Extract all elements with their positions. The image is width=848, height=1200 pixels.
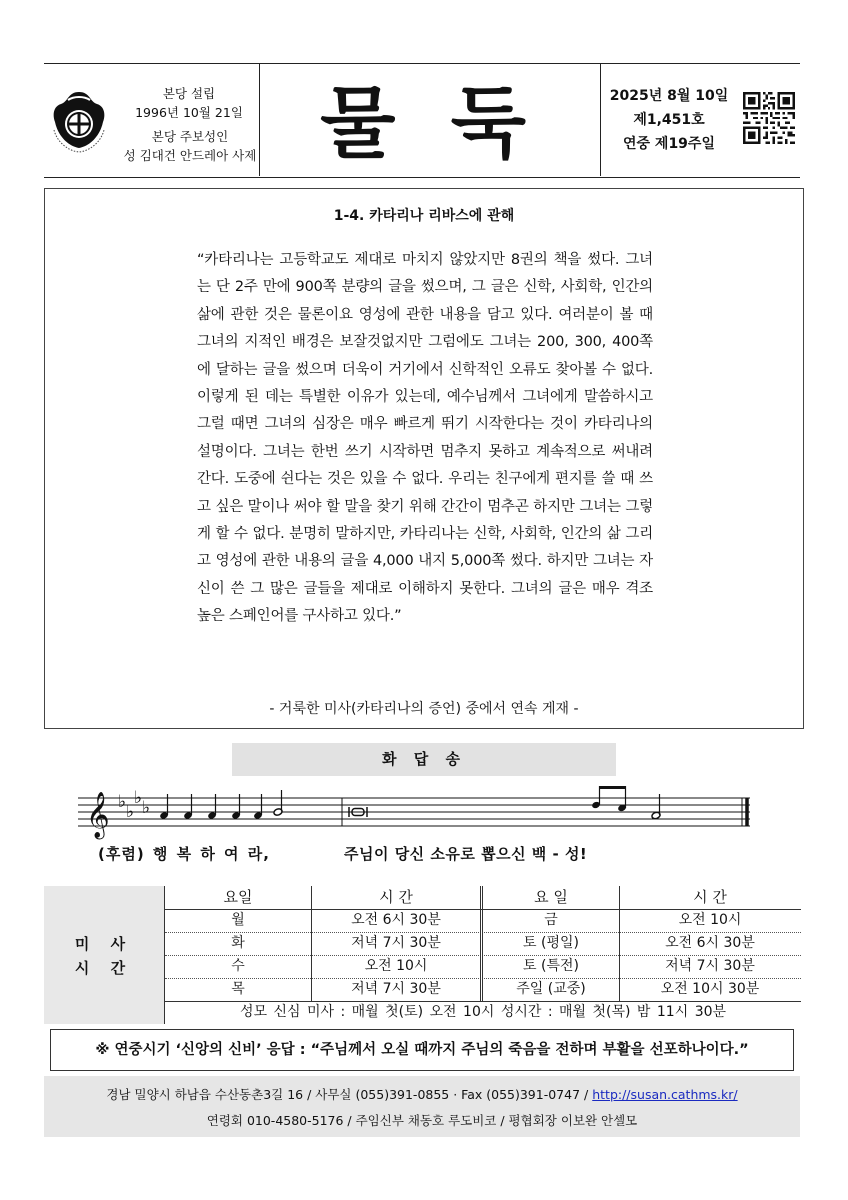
table-row (165, 978, 801, 1001)
svg-text:♭: ♭ (118, 792, 127, 812)
header-day-2: 요 일 (534, 888, 568, 906)
day-cell: 토 (특전) (523, 958, 579, 974)
time-cell: 저녁 7시 30분 (351, 935, 441, 951)
masthead (44, 63, 800, 178)
special-mass-note: 성모 신심 미사 : 매월 첫(토) 오전 10시 성시간 : 매월 첫(목) 밤 11시 30분 (239, 1004, 727, 1020)
mass-label-line1: 미 사 (74, 935, 134, 953)
founding-date: 1996년 10월 21일 (135, 105, 243, 120)
column-divider (311, 886, 312, 1001)
column-divider-double (480, 886, 483, 1001)
header-day: 요일 (223, 888, 253, 906)
table-divider-dotted (165, 932, 801, 933)
svg-text:♭: ♭ (142, 798, 151, 818)
time-cell: 오전 10시 (678, 912, 742, 928)
table-divider-dotted (165, 978, 801, 979)
issue-info (600, 64, 800, 176)
svg-text:♭: ♭ (126, 802, 135, 822)
hymn-title: 화 답 송 (232, 743, 616, 776)
article-body: “카타리나는 고등학교도 제대로 마치지 않았지만 8권의 책을 썼다. 그녀는 단 2주 만에 900쪽 분량의 글을 썼으며, 그 글은 신학, 사회학, 인간의 삶에 관한 것은 물론이요 영성에 관한 내용을 담고 있다. 여러분이 볼 때 그녀의 지적인 배경은 보잘것없지만 그럼에도 그녀는 200, 300, 400쪽에 달하는 글을 썼으며 더욱이 거기에서 신학적인 오류도 찾아볼 수 없다. 이렇게 된 데는 특별한 이유가 있는데, 예수님께서 그녀에게 말씀하시고 그럴 때면 그녀의 심장은 매우 빠르게 뛰기 시작한다는 것이 카타리나의 설명이다. 그녀는 한번 쓰기 시작하면 멈추지 못하고 계속적으로 써내려 간다. 도중에 쉰다는 것은 있을 수 없다. 우리는 친구에게 편지를 쓸 때 쓰고 싶은 말이나 써야 할 말을 찾기 위해 간간이 멈추곤 하지만 그녀는 그렇게 할 수 없다. 분명히 말하지만, 카타리나는 신학, 사회학, 인간의 삶 그리고 영성에 관한 내용의 글을 4,000 내지 5,000쪽 썼다. 하지만 그녀는 자신이 쓴 그 많은 글들을 제대로 이해하지 못한다. 그녀의 글은 매우 격조 높은 스페인어를 구사하고 있다.” (197, 252, 653, 625)
day-cell: 목 (231, 981, 245, 997)
header-time-2: 시 간 (693, 888, 727, 906)
lyric-rest: 주님이 당신 소유로 뽑으신 백 - 성! (344, 845, 588, 863)
qr-code-icon[interactable] (743, 92, 795, 144)
patron-label: 본당 주보성인 (151, 129, 229, 144)
header-time: 시 간 (379, 888, 413, 906)
bulletin-title-text: 물 둑 (320, 78, 540, 169)
patron-name: 성 김대건 안드레아 사제 (123, 148, 257, 163)
day-cell: 토 (평일) (523, 935, 579, 951)
table-row (165, 909, 801, 932)
table-header-row (165, 886, 801, 909)
svg-text:♭: ♭ (134, 788, 143, 808)
bulletin-title-area (260, 64, 600, 176)
music-staff (78, 788, 758, 840)
parish-cross-emblem-icon (48, 86, 110, 154)
time-cell: 오전 6시 30분 (665, 935, 755, 951)
parish-info (44, 64, 260, 176)
time-cell: 저녁 7시 30분 (351, 981, 441, 997)
staff-lines (78, 798, 750, 826)
table-row (165, 932, 801, 955)
issue-date: 2025년 8월 10일 (609, 88, 729, 104)
mass-times-label (44, 932, 164, 980)
time-cell: 오전 10시 30분 (660, 981, 760, 997)
table-row (165, 955, 801, 978)
footer (44, 1076, 800, 1137)
treble-clef-icon: 𝄞 (86, 792, 110, 838)
footer-address-line (44, 1085, 800, 1103)
day-cell: 수 (231, 958, 245, 974)
footer-contacts: 연령회 010-4580-5176 / 주임신부 채동호 루도비코 / 평협회장 이보완 안셀모 (206, 1113, 638, 1128)
mystery-of-faith-response: ※ 연중시기 ‘신앙의 신비’ 응답 : “주님께서 오실 때까지 주님의 죽음을 전하며 부활을 선포하나이다.” (50, 1029, 794, 1071)
day-cell: 월 (231, 912, 245, 928)
issue-number: 제1,451호 (633, 112, 705, 128)
liturgical-week: 연중 제19주일 (623, 136, 715, 152)
article-title: 1-4. 카타리나 리바스에 관해 (333, 208, 515, 224)
parish-website-link[interactable]: http://susan.cathms.kr/ (592, 1087, 738, 1102)
mass-times-table (164, 886, 800, 1024)
time-cell: 오전 10시 (364, 958, 428, 974)
day-cell: 주일 (교중) (516, 981, 586, 997)
article-source: - 거룩한 미사(카타리나의 증언) 중에서 연속 게재 - (269, 701, 579, 717)
notes-measure-2 (591, 786, 661, 820)
mass-times-section (44, 886, 800, 1024)
founding-info (118, 84, 260, 122)
footer-address: 경남 밀양시 하남읍 수산동촌3길 16 / 사무실 (055)391-0855 · Fax (055)391-0747 / (106, 1087, 589, 1102)
column-divider (619, 886, 620, 1001)
table-divider (165, 909, 801, 910)
issue-details (605, 84, 733, 156)
day-cell: 금 (544, 912, 558, 928)
patron-info (110, 127, 270, 165)
founding-label: 본당 설립 (162, 86, 216, 101)
article-box (44, 188, 804, 729)
key-signature-flats (118, 788, 150, 822)
time-cell: 저녁 7시 30분 (665, 958, 755, 974)
mass-label-line2: 시 간 (74, 959, 134, 977)
table-divider-dotted (165, 955, 801, 956)
time-cell: 오전 6시 30분 (351, 912, 441, 928)
lyric-refrain: (후렴) 행 복 하 여 라, (98, 845, 270, 863)
day-cell: 화 (231, 935, 245, 951)
bulletin-title (320, 68, 540, 172)
